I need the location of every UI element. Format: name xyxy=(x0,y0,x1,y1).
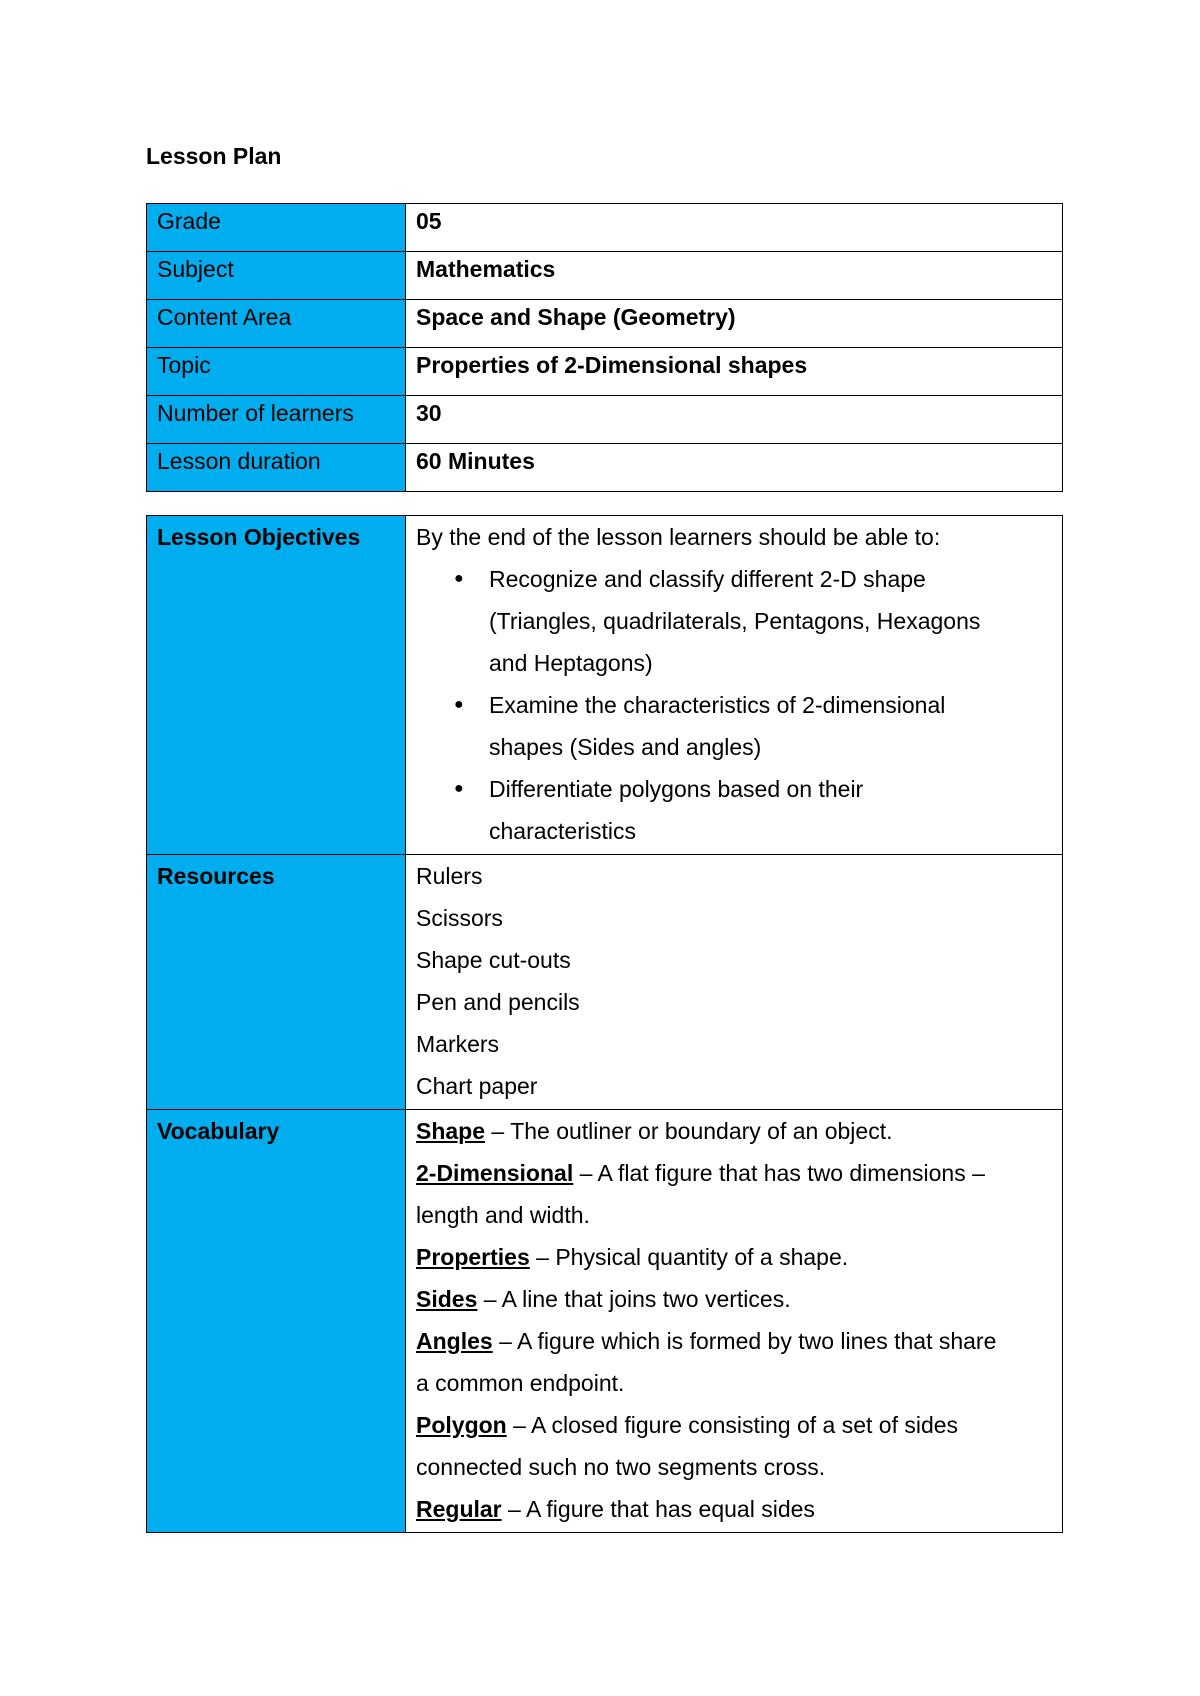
info-value: Properties of 2-Dimensional shapes xyxy=(406,348,1063,396)
info-value: 60 Minutes xyxy=(406,444,1063,492)
info-label: Content Area xyxy=(147,300,406,348)
info-row-content-area xyxy=(147,300,1063,348)
info-label: Lesson duration xyxy=(147,444,406,492)
info-label: Grade xyxy=(147,204,406,252)
info-label: Topic xyxy=(147,348,406,396)
bullet-icon: ● xyxy=(454,570,464,587)
info-value: Space and Shape (Geometry) xyxy=(406,300,1063,348)
vocabulary-row xyxy=(147,1110,1063,1533)
resource-item: Scissors xyxy=(416,905,503,931)
info-row-learners xyxy=(147,396,1063,444)
list-item: ● Recognize and classify different 2-D shape (Triangles, quadrilaterals, Pentagons, Hexagons and Heptagons) xyxy=(416,558,1052,684)
objectives-intro: By the end of the lesson learners should be able to: xyxy=(416,524,941,550)
resources-label: Resources xyxy=(147,855,406,1110)
vocab-term: Shape xyxy=(416,1118,486,1144)
list-item: ● Differentiate polygons based on their characteristics xyxy=(416,768,1052,852)
resources-content xyxy=(406,855,1063,1110)
objectives-content xyxy=(406,516,1063,855)
vocab-term: Polygon xyxy=(416,1412,507,1438)
objectives-list xyxy=(416,558,1052,852)
vocab-term: Properties xyxy=(416,1244,530,1270)
vocabulary-label: Vocabulary xyxy=(147,1110,406,1533)
vocab-definition: – A flat figure that has two dimensions – xyxy=(579,1160,985,1186)
vocab-definition: a common endpoint. xyxy=(416,1370,625,1396)
info-row-grade xyxy=(147,204,1063,252)
vocab-definition: connected such no two segments cross. xyxy=(416,1454,826,1480)
vocab-definition: – The outliner or boundary of an object. xyxy=(491,1118,893,1144)
vocab-definition: – A line that joins two vertices. xyxy=(483,1286,791,1312)
info-table xyxy=(146,203,1063,492)
vocab-definition: – Physical quantity of a shape. xyxy=(536,1244,849,1270)
vocab-term: Sides xyxy=(416,1286,478,1312)
vocab-definition: length and width. xyxy=(416,1202,590,1228)
vocab-definition: – A figure which is formed by two lines that share xyxy=(499,1328,997,1354)
info-value: Mathematics xyxy=(406,252,1063,300)
bullet-icon: ● xyxy=(454,696,464,713)
info-label: Subject xyxy=(147,252,406,300)
resource-item: Chart paper xyxy=(416,1073,538,1099)
vocab-term: 2-Dimensional xyxy=(416,1160,574,1186)
info-value: 05 xyxy=(406,204,1063,252)
info-row-subject xyxy=(147,252,1063,300)
vocab-entry xyxy=(416,1236,1052,1278)
vocab-entry xyxy=(416,1152,1052,1236)
info-value: 30 xyxy=(406,396,1063,444)
resource-item: Rulers xyxy=(416,863,483,889)
vocab-definition: – A closed figure consisting of a set of sides xyxy=(513,1412,959,1438)
resource-item: Markers xyxy=(416,1031,500,1057)
objectives-row xyxy=(147,516,1063,855)
objectives-label: Lesson Objectives xyxy=(147,516,406,855)
vocab-entry xyxy=(416,1110,1052,1152)
resources-row xyxy=(147,855,1063,1110)
vocab-entry xyxy=(416,1278,1052,1320)
vocab-entry xyxy=(416,1404,1052,1488)
vocab-entry xyxy=(416,1488,1052,1530)
vocabulary-content xyxy=(406,1110,1063,1533)
info-row-topic xyxy=(147,348,1063,396)
details-table xyxy=(146,515,1063,1533)
page-title: Lesson Plan xyxy=(146,143,282,169)
vocab-entry xyxy=(416,1320,1052,1404)
vocab-definition: – A figure that has equal sides xyxy=(508,1496,815,1522)
resource-item: Pen and pencils xyxy=(416,989,580,1015)
resource-item: Shape cut-outs xyxy=(416,947,571,973)
list-item: ● Examine the characteristics of 2-dimensional shapes (Sides and angles) xyxy=(416,684,1052,768)
vocab-term: Regular xyxy=(416,1496,502,1522)
vocab-term: Angles xyxy=(416,1328,493,1354)
info-label: Number of learners xyxy=(147,396,406,444)
info-row-duration xyxy=(147,444,1063,492)
bullet-icon: ● xyxy=(454,780,464,797)
